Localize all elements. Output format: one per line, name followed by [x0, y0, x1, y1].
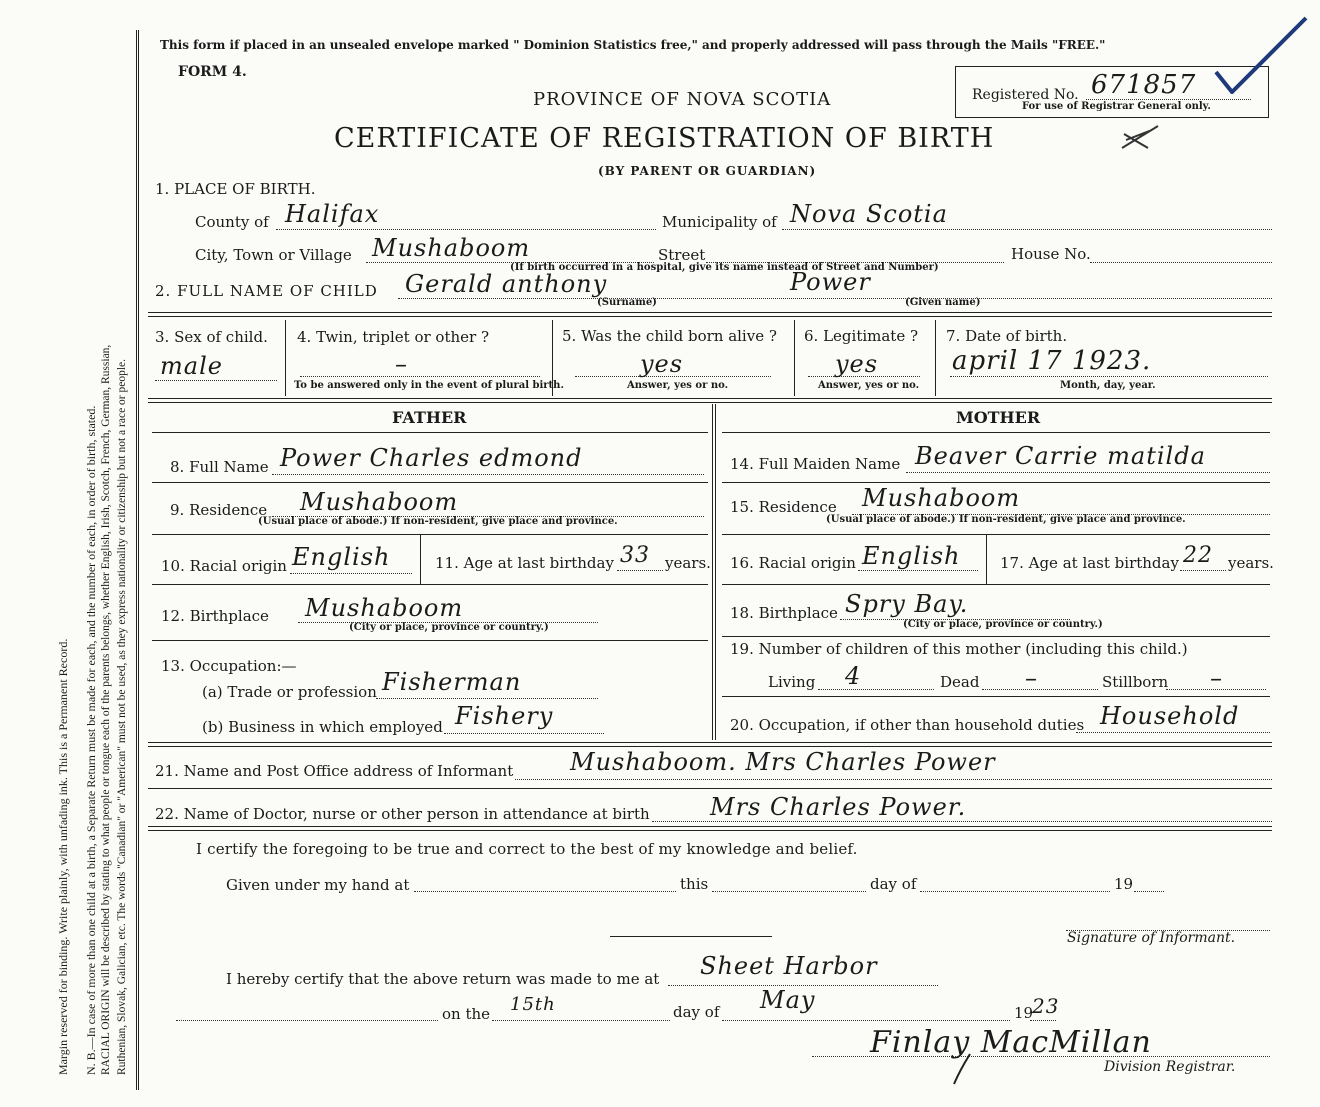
trade-label: (a) Trade or profession	[202, 683, 377, 701]
county-label: County of	[195, 213, 269, 231]
mother-age-label: 17. Age at last birthday	[1000, 554, 1179, 572]
doctor-label: 22. Name of Doctor, nurse or other person in attendance at birth	[155, 805, 650, 823]
father-race-value: English	[292, 543, 391, 571]
mother-age-value: 22	[1183, 543, 1213, 568]
city-value: Mushaboom	[372, 234, 531, 262]
children-count-label: 19. Number of children of this mother (including this child.)	[730, 640, 1188, 658]
business-label: (b) Business in which employed	[202, 718, 443, 736]
stamp-mark-icon	[1118, 120, 1164, 154]
return-year-value: 23	[1032, 994, 1060, 1018]
mother-residence-value: Mushaboom	[862, 484, 1021, 512]
twin-note: To be answered only in the event of plural birth.	[294, 380, 564, 391]
birth-date-label: 7. Date of birth.	[946, 327, 1068, 345]
doctor-value: Mrs Charles Power.	[710, 793, 967, 821]
born-alive-label: 5. Was the child born alive ?	[562, 327, 777, 345]
return-month-value: May	[760, 986, 816, 1014]
place-heading: 1. PLACE OF BIRTH.	[155, 180, 316, 198]
section-divider	[148, 826, 1272, 831]
legitimate-note: Answer, yes or no.	[818, 380, 920, 391]
father-heading: FATHER	[392, 408, 467, 427]
dead-value: –	[1025, 664, 1038, 692]
certificate-title: CERTIFICATE OF REGISTRATION OF BIRTH	[334, 123, 995, 154]
city-label: City, Town or Village	[195, 246, 352, 264]
stillborn-value: –	[1210, 664, 1223, 692]
father-occupation-label: 13. Occupation:—	[161, 657, 297, 675]
this-label: this	[680, 875, 709, 893]
mother-occupation-value: Household	[1100, 702, 1240, 730]
father-birthplace-label: 12. Birthplace	[161, 607, 269, 625]
mother-occupation-label: 20. Occupation, if other than household duties	[730, 716, 1085, 734]
year-2-prefix: 19	[1014, 1004, 1034, 1022]
day-of-label: day of	[870, 875, 917, 893]
father-residence-value: Mushaboom	[300, 488, 459, 516]
registered-label: Registered No.	[972, 87, 1079, 103]
mother-residence-note: (Usual place of abode.) If non-resident, give place and province.	[826, 514, 1186, 525]
day-of-2-label: day of	[673, 1003, 720, 1021]
margin-note-nationality: Ruthenian, Slovak, Galician, etc. The words "Canadian" or "American" must not be used, as they express nationality or citizenship but not a race or people.	[116, 358, 128, 1075]
binding-margin-line	[136, 30, 139, 1090]
father-age-unit: years.	[665, 554, 711, 572]
parents-column-divider	[712, 404, 716, 740]
section-divider	[148, 398, 1272, 403]
twin-label: 4. Twin, triplet or other ?	[297, 328, 489, 346]
checkmark-icon	[1210, 14, 1310, 94]
informant-signature-label: Signature of Informant.	[1067, 930, 1236, 946]
father-birthplace-note: (City or place, province or country.)	[349, 622, 549, 633]
informant-signature-line	[610, 936, 772, 937]
mail-note: This form if placed in an unsealed envelope marked " Dominion Statistics free," and properly addressed will pass through the Mails "FREE."	[160, 38, 1106, 52]
living-label: Living	[768, 673, 816, 691]
registered-number: 671857	[1091, 70, 1197, 100]
father-age-value: 33	[620, 543, 650, 568]
on-the-label: on the	[442, 1005, 491, 1023]
mother-residence-label: 15. Residence	[730, 498, 837, 516]
division-registrar-label: Division Registrar.	[1104, 1059, 1236, 1075]
surname-caption: (Surname)	[597, 297, 657, 308]
father-residence-label: 9. Residence	[170, 501, 268, 519]
twin-value: –	[395, 350, 408, 378]
sex-value: male	[160, 352, 223, 380]
trade-value: Fisherman	[382, 668, 522, 696]
margin-note-racial-origin: RACIAL ORIGIN will be described by stating to what people or tongue each of the parents belongs, whether English, Irish, Scotch, French, German, Russian,	[100, 344, 112, 1075]
child-surname: Power	[790, 268, 871, 296]
informant-value: Mushaboom. Mrs Charles Power	[570, 748, 996, 776]
county-value: Halifax	[285, 200, 380, 228]
mother-name-value: Beaver Carrie matilda	[915, 442, 1206, 470]
certificate-subtitle: (BY PARENT OR GUARDIAN)	[598, 164, 817, 178]
birth-date-note: Month, day, year.	[1060, 380, 1156, 391]
informant-label: 21. Name and Post Office address of Informant	[155, 762, 514, 780]
given-name-caption: (Given name)	[905, 297, 981, 308]
business-value: Fishery	[455, 702, 554, 730]
province-heading: PROVINCE OF NOVA SCOTIA	[533, 89, 832, 110]
father-name-label: 8. Full Name	[170, 458, 269, 476]
mother-birthplace-note: (City or place, province or country.)	[903, 619, 1103, 630]
living-value: 4	[845, 662, 862, 690]
municipality-value: Nova Scotia	[790, 200, 948, 228]
father-race-label: 10. Racial origin	[161, 557, 287, 575]
registrar-signature: Finlay MacMillan	[870, 1025, 1152, 1060]
street-label: Street	[658, 246, 706, 264]
municipality-label: Municipality of	[662, 213, 777, 231]
mother-name-label: 14. Full Maiden Name	[730, 455, 901, 473]
mother-heading: MOTHER	[956, 408, 1041, 427]
born-alive-note: Answer, yes or no.	[627, 380, 729, 391]
section-divider	[148, 312, 1272, 317]
child-name-label: 2. FULL NAME OF CHILD	[155, 282, 378, 300]
legitimate-value: yes	[835, 350, 879, 378]
born-alive-value: yes	[640, 350, 684, 378]
return-day-value: 15th	[510, 994, 556, 1015]
certify-statement: I certify the foregoing to be true and correct to the best of my knowledge and belief.	[196, 840, 858, 858]
house-number-label: House No.	[1011, 245, 1091, 263]
section-divider	[148, 742, 1272, 747]
registrar-statement: I hereby certify that the above return was made to me at	[226, 970, 660, 988]
father-birthplace-value: Mushaboom	[305, 594, 464, 622]
mother-race-label: 16. Racial origin	[730, 554, 856, 572]
mother-birthplace-label: 18. Birthplace	[730, 604, 838, 622]
father-age-label: 11. Age at last birthday	[435, 554, 614, 572]
hospital-note: (If birth occurred in a hospital, give its name instead of Street and Number)	[510, 262, 939, 273]
birth-date-value: april 17 1923.	[952, 346, 1152, 376]
year-prefix: 19	[1114, 875, 1134, 893]
given-under-label: Given under my hand at	[226, 876, 410, 894]
child-given-names: Gerald anthony	[405, 270, 608, 298]
margin-note-binding: Margin reserved for binding. Write plainly, with unfading ink. This is a Permanent Record.	[56, 638, 70, 1075]
father-name-value: Power Charles edmond	[280, 444, 583, 472]
margin-note-separate-return: N. B.—In case of more than one child at a birth, a Separate Return must be made for each, and the number of each, in order of birth, stated.	[84, 405, 98, 1075]
stillborn-label: Stillborn	[1102, 673, 1169, 691]
mother-age-unit: years.	[1228, 554, 1274, 572]
return-place-value: Sheet Harbor	[700, 952, 878, 980]
registrar-note: For use of Registrar General only.	[1022, 101, 1211, 112]
mother-birthplace-value: Spry Bay.	[845, 590, 969, 618]
mother-race-value: English	[862, 542, 961, 570]
dead-label: Dead	[940, 673, 980, 691]
legitimate-label: 6. Legitimate ?	[804, 327, 919, 345]
father-residence-note: (Usual place of abode.) If non-resident, give place and province.	[258, 516, 618, 527]
sex-label: 3. Sex of child.	[155, 328, 268, 346]
form-number: FORM 4.	[178, 64, 247, 80]
